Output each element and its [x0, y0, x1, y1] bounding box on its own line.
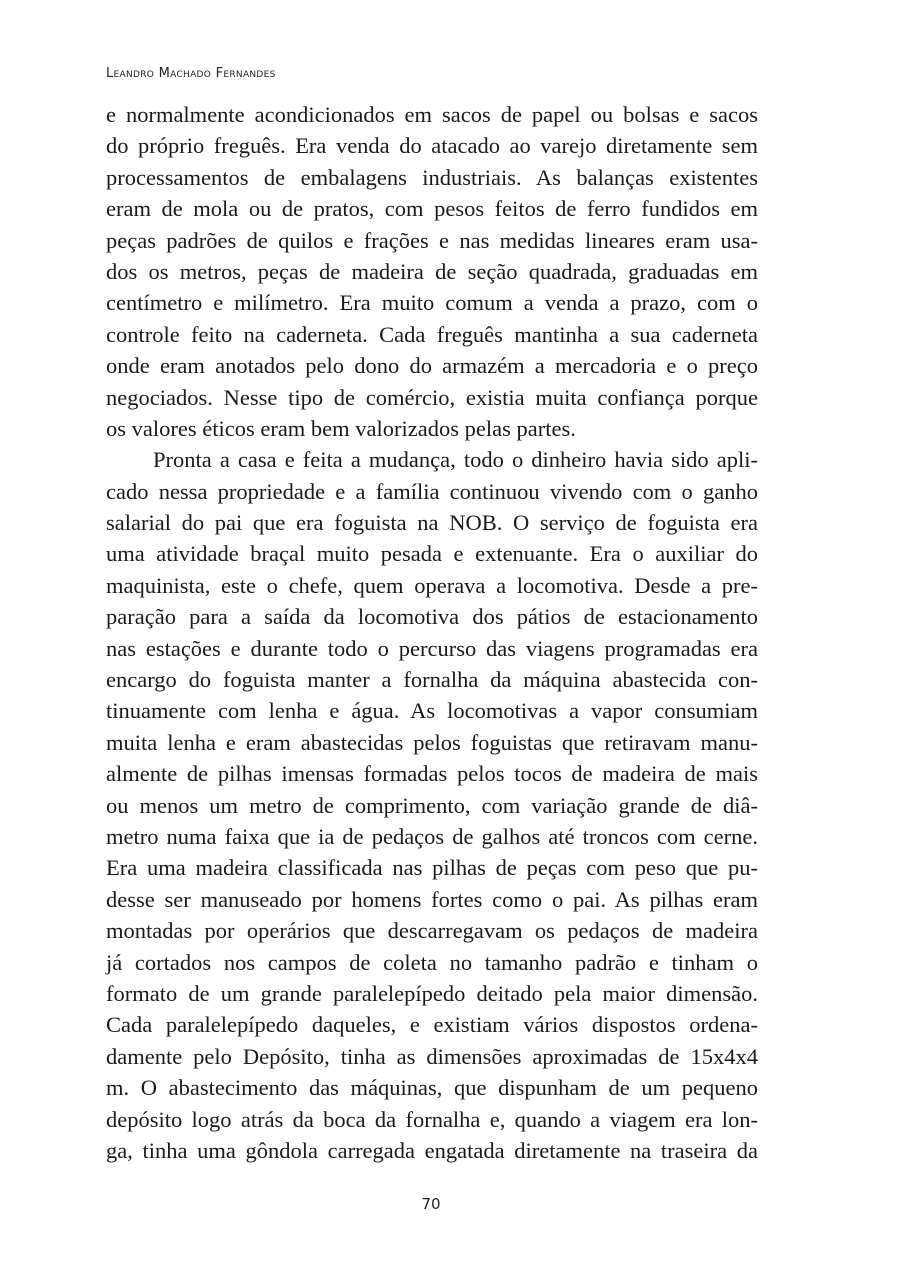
text-line: Pronta a casa e feita a mudança, todo o dinheiro havia sido apli- — [153, 447, 758, 473]
text-line: nas estações e durante todo o percurso das viagens programadas era — [106, 635, 758, 661]
text-line: controle feito na caderneta. Cada freguês mantinha a sua caderneta — [106, 321, 758, 347]
paragraph-1 — [106, 99, 758, 444]
text-line: depósito logo atrás da boca da fornalha e, quando a viagem era lon- — [106, 1106, 758, 1132]
text-line: do próprio freguês. Era venda do atacado ao varejo diretamente sem — [106, 133, 758, 159]
text-line: dos os metros, peças de madeira de seção quadrada, graduadas em — [106, 258, 758, 284]
text-line: montadas por operários que descarregavam os pedaços de madeira — [106, 918, 758, 944]
text-line: tinuamente com lenha e água. As locomotivas a vapor consumiam — [106, 698, 758, 724]
paragraph-2 — [106, 444, 758, 1166]
text-line: ou menos um metro de comprimento, com variação grande de diâ- — [106, 792, 758, 818]
text-line: Era uma madeira classificada nas pilhas de peças com peso que pu- — [106, 855, 758, 881]
text-line: maquinista, este o chefe, quem operava a locomotiva. Desde a pre- — [106, 572, 758, 598]
text-line: uma atividade braçal muito pesada e extenuante. Era o auxiliar do — [106, 541, 758, 567]
text-line: e normalmente acondicionados em sacos de papel ou bolsas e sacos — [106, 102, 758, 127]
text-line: desse ser manuseado por homens fortes como o pai. As pilhas eram — [106, 886, 758, 912]
running-head: Leandro Machado Fernandes — [106, 66, 276, 81]
body-text — [106, 99, 758, 1166]
text-line: m. O abastecimento das máquinas, que dispunham de um pequeno — [106, 1075, 758, 1101]
text-line: peças padrões de quilos e frações e nas medidas lineares eram usa- — [106, 227, 758, 253]
text-line: centímetro e milímetro. Era muito comum a venda a prazo, com o — [106, 290, 758, 316]
text-line: almente de pilhas imensas formadas pelos tocos de madeira de mais — [106, 761, 758, 787]
text-line: processamentos de embalagens industriais. As balanças existentes — [106, 164, 758, 190]
text-line: onde eram anotados pelo dono do armazém a mercadoria e o preço — [106, 353, 758, 379]
text-line: eram de mola ou de pratos, com pesos feitos de ferro fundidos em — [106, 196, 758, 222]
text-line: ga, tinha uma gôndola carregada engatada diretamente na traseira da — [106, 1137, 758, 1163]
text-line: negociados. Nesse tipo de comércio, existia muita confiança porque — [106, 384, 758, 410]
text-line: já cortados nos campos de coleta no tamanho padrão e tinham o — [106, 949, 758, 975]
text-line: salarial do pai que era foguista na NOB. O serviço de foguista era — [106, 510, 758, 536]
text-line: muita lenha e eram abastecidas pelos foguistas que retiravam manu- — [106, 729, 758, 755]
text-line: encargo do foguista manter a fornalha da máquina abastecida con- — [106, 667, 758, 693]
text-line: paração para a saída da locomotiva dos pátios de estacionamento — [106, 604, 758, 630]
text-line: os valores éticos eram bem valorizados pelas partes. — [106, 415, 576, 441]
page-number: 70 — [421, 1195, 441, 1213]
text-line: metro numa faixa que ia de pedaços de galhos até troncos com cerne. — [106, 823, 758, 849]
text-line: damente pelo Depósito, tinha as dimensões aproximadas de 15x4x4 — [106, 1043, 758, 1069]
text-line: Cada paralelepípedo daqueles, e existiam vários dispostos ordena- — [106, 1012, 758, 1038]
text-line: formato de um grande paralelepípedo deitado pela maior dimensão. — [106, 980, 758, 1006]
text-line: cado nessa propriedade e a família continuou vivendo com o ganho — [106, 478, 758, 504]
